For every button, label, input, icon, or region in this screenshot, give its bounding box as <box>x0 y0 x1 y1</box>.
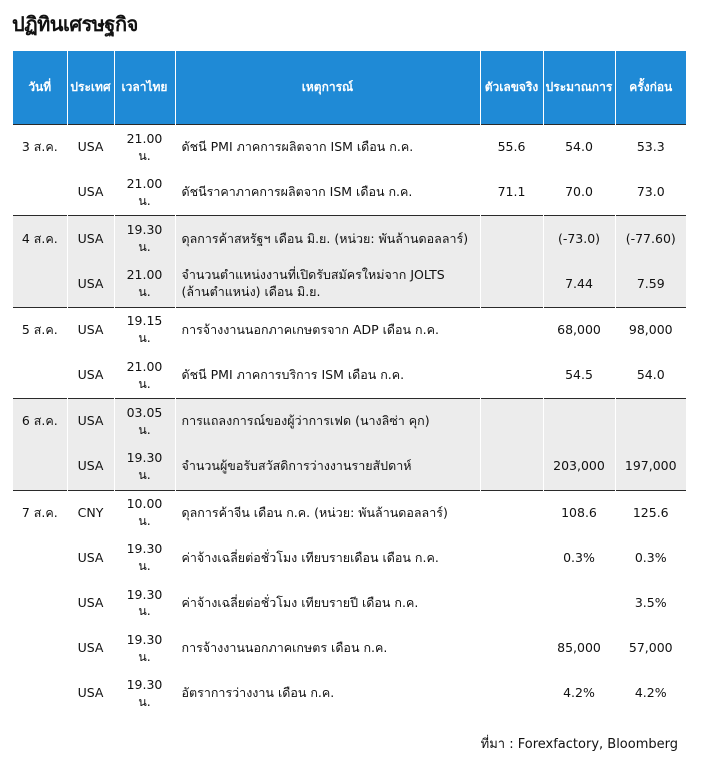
forecast-cell: 108.6 <box>543 490 615 536</box>
event-cell: ดุลการค้าสหรัฐฯ เดือน มิ.ย. (หน่วย: พันล้านดอลลาร์) <box>175 216 480 262</box>
date-cell: 7 ส.ค. <box>13 490 67 536</box>
header-row <box>13 51 686 125</box>
table-row <box>13 216 686 262</box>
country-cell: USA <box>67 307 114 353</box>
event-cell: ดัชนี PMI ภาคการผลิตจาก ISM เดือน ก.ค. <box>175 125 480 171</box>
actual-cell <box>480 399 543 445</box>
time-cell: 19.30 น. <box>114 671 175 716</box>
actual-cell <box>480 671 543 716</box>
date-cell: 4 ส.ค. <box>13 216 67 262</box>
country-cell: USA <box>67 444 114 490</box>
actual-cell <box>480 490 543 536</box>
event-cell: การจ้างงานนอกภาคเกษตร เดือน ก.ค. <box>175 626 480 671</box>
forecast-cell: (-73.0) <box>543 216 615 262</box>
date-cell: 5 ส.ค. <box>13 307 67 353</box>
country-cell: USA <box>67 626 114 671</box>
previous-cell: 53.3 <box>615 125 686 171</box>
source-note: ที่มา : Forexfactory, Bloomberg <box>480 737 678 752</box>
time-cell: 19.15 น. <box>114 307 175 353</box>
actual-cell <box>480 262 543 308</box>
country-cell: USA <box>67 353 114 399</box>
date-cell <box>13 170 67 216</box>
event-cell: ดัชนีราคาภาคการผลิตจาก ISM เดือน ก.ค. <box>175 170 480 216</box>
column-header-actual: ตัวเลขจริง <box>480 51 543 125</box>
time-cell: 19.30 น. <box>114 444 175 490</box>
forecast-cell <box>543 399 615 445</box>
table-row <box>13 490 686 536</box>
country-cell: USA <box>67 581 114 626</box>
date-cell <box>13 671 67 716</box>
previous-cell: 57,000 <box>628 640 673 656</box>
date-cell <box>13 626 67 671</box>
country-cell: USA <box>67 170 114 216</box>
page-title: ปฏิทินเศรษฐกิจ <box>12 12 138 36</box>
table-row <box>13 307 686 353</box>
event-cell: จำนวนผู้ขอรับสวัสดิการว่างงานรายสัปดาห์ <box>175 444 480 490</box>
actual-cell <box>480 444 543 490</box>
table-row <box>13 262 686 308</box>
actual-cell <box>480 216 543 262</box>
actual-cell <box>480 581 543 626</box>
table-row <box>13 170 686 216</box>
time-cell: 19.30 น. <box>114 536 175 581</box>
previous-cell: 54.0 <box>636 367 665 383</box>
previous-cell: 73.0 <box>636 184 665 200</box>
time-cell: 03.05 น. <box>114 399 175 445</box>
column-header-event: เหตุการณ์ <box>175 51 480 125</box>
table-row <box>13 399 686 445</box>
country-cell: USA <box>67 536 114 581</box>
previous-cell: 7.59 <box>615 262 686 308</box>
event-cell: จำนวนตำแหน่งงานที่เปิดรับสมัครใหม่จาก JOLTS (ล้านตำแหน่ง) เดือน มิ.ย. <box>175 262 480 308</box>
event-cell: ดัชนี PMI ภาคการบริการ ISM เดือน ก.ค. <box>175 353 480 399</box>
country-cell: USA <box>67 262 114 308</box>
actual-cell: 55.6 <box>480 125 543 171</box>
event-cell: การแถลงการณ์ของผู้ว่าการเฟด (นางลิซ่า คุก) <box>175 399 480 445</box>
forecast-cell: 54.5 <box>543 353 615 399</box>
time-cell: 19.30 น. <box>114 581 175 626</box>
table-row <box>13 353 686 399</box>
table-row <box>13 536 686 581</box>
date-cell <box>13 353 67 399</box>
forecast-cell: 68,000 <box>543 307 615 353</box>
time-cell: 21.00 น. <box>114 170 175 216</box>
country-cell: USA <box>67 671 114 716</box>
country-cell: USA <box>67 125 114 171</box>
column-header-date: วันที่ <box>13 51 67 125</box>
time-cell: 21.00 น. <box>114 125 175 171</box>
table-row <box>13 671 686 716</box>
forecast-cell <box>543 581 615 626</box>
event-cell: ค่าจ้างเฉลี่ยต่อชั่วโมง เทียบรายปี เดือน ก.ค. <box>175 581 480 626</box>
actual-cell <box>480 536 543 581</box>
actual-cell: 71.1 <box>480 170 543 216</box>
previous-cell <box>615 399 686 445</box>
column-header-country: ประเทศ <box>67 51 114 125</box>
previous-cell: 98,000 <box>615 307 686 353</box>
forecast-cell: 4.2% <box>543 671 615 716</box>
previous-cell: 125.6 <box>615 490 686 536</box>
time-cell: 21.00 น. <box>114 353 175 399</box>
previous-cell: 0.3% <box>634 549 667 565</box>
forecast-cell: 0.3% <box>543 536 615 581</box>
date-cell: 3 ส.ค. <box>13 125 67 171</box>
actual-cell <box>480 353 543 399</box>
previous-cell: 3.5% <box>634 595 667 611</box>
forecast-cell: 54.0 <box>543 125 615 171</box>
table-row <box>13 626 686 671</box>
country-cell: USA <box>67 216 114 262</box>
time-cell: 19.30 น. <box>114 216 175 262</box>
table-row <box>13 125 686 171</box>
column-header-time: เวลาไทย <box>114 51 175 125</box>
actual-cell <box>480 626 543 671</box>
date-cell <box>13 536 67 581</box>
forecast-cell: 203,000 <box>543 444 615 490</box>
table-row <box>13 581 686 626</box>
column-header-previous: ครั้งก่อน <box>615 51 686 125</box>
previous-cell: (-77.60) <box>615 216 686 262</box>
forecast-cell: 7.44 <box>543 262 615 308</box>
time-cell: 19.30 น. <box>114 626 175 671</box>
event-cell: ค่าจ้างเฉลี่ยต่อชั่วโมง เทียบรายเดือน เดือน ก.ค. <box>175 536 480 581</box>
economic-calendar-table <box>13 51 686 716</box>
forecast-cell: 70.0 <box>543 170 615 216</box>
date-cell <box>13 581 67 626</box>
actual-cell <box>480 307 543 353</box>
event-cell: อัตราการว่างงาน เดือน ก.ค. <box>175 671 480 716</box>
date-cell <box>13 262 67 308</box>
time-cell: 10.00 น. <box>114 490 175 536</box>
date-cell: 6 ส.ค. <box>13 399 67 445</box>
column-header-forecast: ประมาณการ <box>543 51 615 125</box>
previous-cell: 4.2% <box>634 685 667 701</box>
event-cell: ดุลการค้าจีน เดือน ก.ค. (หน่วย: พันล้านดอลลาร์) <box>175 490 480 536</box>
date-cell <box>13 444 67 490</box>
time-cell: 21.00 น. <box>114 262 175 308</box>
table-row <box>13 444 686 490</box>
event-cell: การจ้างงานนอกภาคเกษตรจาก ADP เดือน ก.ค. <box>175 307 480 353</box>
previous-cell: 197,000 <box>615 444 686 490</box>
forecast-cell: 85,000 <box>543 626 615 671</box>
country-cell: USA <box>67 399 114 445</box>
country-cell: CNY <box>67 490 114 536</box>
